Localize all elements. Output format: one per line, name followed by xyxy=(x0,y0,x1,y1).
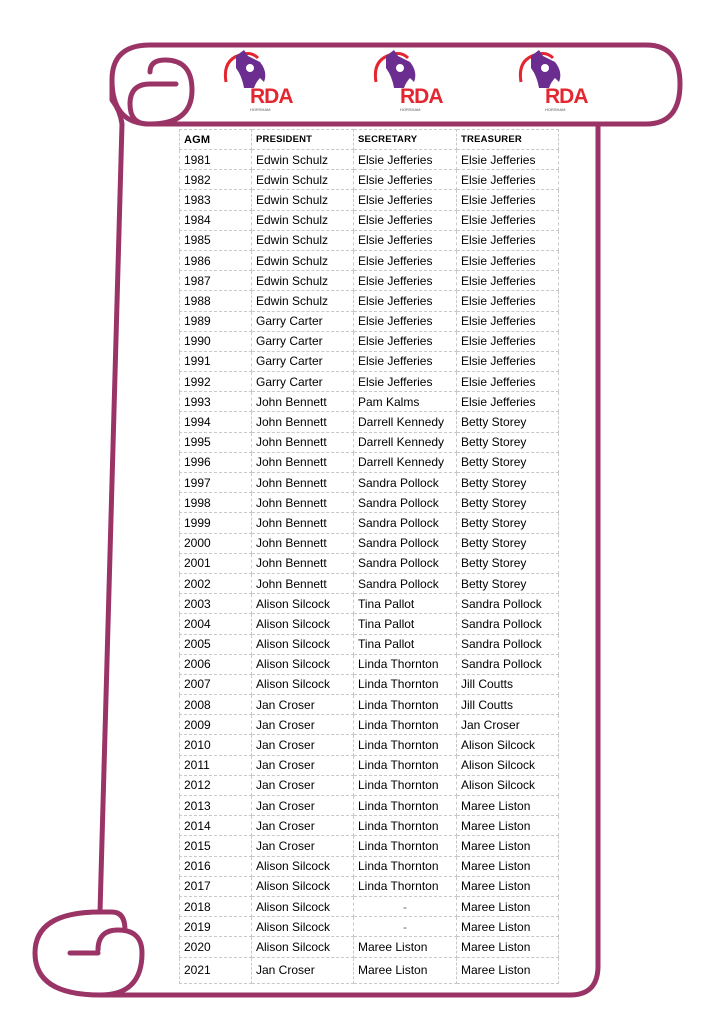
cell-secretary: - xyxy=(354,896,457,916)
cell-secretary: Linda Thornton xyxy=(354,796,457,816)
cell-treasurer: Betty Storey xyxy=(457,473,559,493)
table-row xyxy=(180,573,559,593)
cell-year: 2017 xyxy=(180,876,252,896)
cell-president: John Bennett xyxy=(252,513,354,533)
cell-secretary: Linda Thornton xyxy=(354,674,457,694)
cell-year: 2011 xyxy=(180,755,252,775)
cell-treasurer: Betty Storey xyxy=(457,452,559,472)
cell-secretary: Elsie Jefferies xyxy=(354,372,457,392)
cell-year: 2010 xyxy=(180,735,252,755)
cell-secretary: Maree Liston xyxy=(354,937,457,957)
cell-secretary: Elsie Jefferies xyxy=(354,351,457,371)
cell-secretary: Darrell Kennedy xyxy=(354,432,457,452)
cell-year: 2020 xyxy=(180,937,252,957)
cell-year: 1997 xyxy=(180,473,252,493)
table-row xyxy=(180,856,559,876)
cell-year: 2004 xyxy=(180,614,252,634)
table-row xyxy=(180,614,559,634)
cell-treasurer: Betty Storey xyxy=(457,513,559,533)
table-row xyxy=(180,816,559,836)
cell-treasurer: Elsie Jefferies xyxy=(457,392,559,412)
cell-treasurer: Elsie Jefferies xyxy=(457,291,559,311)
cell-secretary: Linda Thornton xyxy=(354,856,457,876)
cell-president: Alison Silcock xyxy=(252,937,354,957)
table-row xyxy=(180,372,559,392)
cell-year: 1986 xyxy=(180,250,252,270)
table-row xyxy=(180,190,559,210)
cell-secretary: Elsie Jefferies xyxy=(354,291,457,311)
cell-treasurer: Sandra Pollock xyxy=(457,654,559,674)
cell-treasurer: Sandra Pollock xyxy=(457,634,559,654)
cell-year: 2005 xyxy=(180,634,252,654)
cell-treasurer: Maree Liston xyxy=(457,896,559,916)
cell-year: 1981 xyxy=(180,150,252,170)
cell-secretary: Darrell Kennedy xyxy=(354,412,457,432)
cell-treasurer: Elsie Jefferies xyxy=(457,230,559,250)
cell-president: John Bennett xyxy=(252,432,354,452)
table-row xyxy=(180,775,559,795)
cell-secretary: Elsie Jefferies xyxy=(354,210,457,230)
cell-president: Jan Croser xyxy=(252,816,354,836)
header-agm: AGM xyxy=(180,130,252,150)
cell-treasurer: Elsie Jefferies xyxy=(457,331,559,351)
header-president: PRESIDENT xyxy=(252,130,354,150)
cell-treasurer: Maree Liston xyxy=(457,856,559,876)
table-row xyxy=(180,876,559,896)
cell-secretary: Elsie Jefferies xyxy=(354,150,457,170)
table-row xyxy=(180,695,559,715)
cell-year: 1994 xyxy=(180,412,252,432)
logo-subtext: HORSHAM xyxy=(545,107,566,112)
cell-secretary: Linda Thornton xyxy=(354,654,457,674)
cell-treasurer: Alison Silcock xyxy=(457,735,559,755)
cell-treasurer: Maree Liston xyxy=(457,836,559,856)
cell-president: Edwin Schulz xyxy=(252,190,354,210)
cell-year: 1987 xyxy=(180,271,252,291)
cell-secretary: - xyxy=(354,917,457,937)
cell-treasurer: Elsie Jefferies xyxy=(457,190,559,210)
table-row xyxy=(180,634,559,654)
cell-president: Edwin Schulz xyxy=(252,210,354,230)
cell-secretary: Elsie Jefferies xyxy=(354,230,457,250)
cell-year: 1999 xyxy=(180,513,252,533)
cell-president: Alison Silcock xyxy=(252,876,354,896)
header-secretary: SECRETARY xyxy=(354,130,457,150)
cell-year: 2021 xyxy=(180,957,252,983)
cell-secretary: Elsie Jefferies xyxy=(354,250,457,270)
cell-president: Jan Croser xyxy=(252,796,354,816)
cell-year: 2012 xyxy=(180,775,252,795)
cell-secretary: Linda Thornton xyxy=(354,735,457,755)
table-row xyxy=(180,533,559,553)
cell-president: Alison Silcock xyxy=(252,634,354,654)
table-header-row xyxy=(180,130,559,150)
cell-secretary: Sandra Pollock xyxy=(354,493,457,513)
cell-treasurer: Betty Storey xyxy=(457,432,559,452)
table-row xyxy=(180,230,559,250)
cell-year: 1983 xyxy=(180,190,252,210)
table-row xyxy=(180,493,559,513)
cell-year: 1998 xyxy=(180,493,252,513)
cell-treasurer: Maree Liston xyxy=(457,876,559,896)
cell-president: Garry Carter xyxy=(252,372,354,392)
table-row xyxy=(180,170,559,190)
cell-secretary: Pam Kalms xyxy=(354,392,457,412)
cell-treasurer: Elsie Jefferies xyxy=(457,271,559,291)
cell-treasurer: Elsie Jefferies xyxy=(457,311,559,331)
cell-year: 2007 xyxy=(180,674,252,694)
cell-president: John Bennett xyxy=(252,412,354,432)
cell-treasurer: Betty Storey xyxy=(457,573,559,593)
cell-president: Jan Croser xyxy=(252,957,354,983)
cell-year: 2014 xyxy=(180,816,252,836)
cell-treasurer: Betty Storey xyxy=(457,493,559,513)
table-row xyxy=(180,735,559,755)
table-row xyxy=(180,210,559,230)
cell-president: John Bennett xyxy=(252,553,354,573)
cell-year: 1996 xyxy=(180,452,252,472)
cell-year: 1985 xyxy=(180,230,252,250)
cell-treasurer: Elsie Jefferies xyxy=(457,170,559,190)
rda-logo-2 xyxy=(370,48,458,114)
cell-year: 2001 xyxy=(180,553,252,573)
cell-president: John Bennett xyxy=(252,452,354,472)
cell-secretary: Elsie Jefferies xyxy=(354,271,457,291)
cell-treasurer: Alison Silcock xyxy=(457,775,559,795)
cell-treasurer: Betty Storey xyxy=(457,533,559,553)
cell-year: 2002 xyxy=(180,573,252,593)
cell-year: 1982 xyxy=(180,170,252,190)
cell-president: Garry Carter xyxy=(252,331,354,351)
cell-year: 1984 xyxy=(180,210,252,230)
table-row xyxy=(180,412,559,432)
cell-treasurer: Maree Liston xyxy=(457,796,559,816)
cell-treasurer: Maree Liston xyxy=(457,917,559,937)
cell-secretary: Linda Thornton xyxy=(354,715,457,735)
table-body xyxy=(180,150,559,984)
cell-secretary: Sandra Pollock xyxy=(354,473,457,493)
table-row xyxy=(180,392,559,412)
cell-secretary: Linda Thornton xyxy=(354,695,457,715)
logo-subtext: HORSHAM xyxy=(400,107,421,112)
cell-treasurer: Maree Liston xyxy=(457,816,559,836)
cell-secretary: Sandra Pollock xyxy=(354,573,457,593)
table-row xyxy=(180,796,559,816)
cell-secretary: Linda Thornton xyxy=(354,816,457,836)
cell-secretary: Elsie Jefferies xyxy=(354,170,457,190)
table-row xyxy=(180,513,559,533)
cell-president: Edwin Schulz xyxy=(252,150,354,170)
cell-president: Alison Silcock xyxy=(252,917,354,937)
cell-year: 2019 xyxy=(180,917,252,937)
cell-year: 1991 xyxy=(180,351,252,371)
table-row xyxy=(180,351,559,371)
table-row xyxy=(180,432,559,452)
cell-secretary: Linda Thornton xyxy=(354,836,457,856)
cell-treasurer: Betty Storey xyxy=(457,553,559,573)
cell-treasurer: Jill Coutts xyxy=(457,695,559,715)
cell-president: John Bennett xyxy=(252,392,354,412)
cell-president: Edwin Schulz xyxy=(252,230,354,250)
cell-president: Jan Croser xyxy=(252,695,354,715)
cell-president: Edwin Schulz xyxy=(252,291,354,311)
cell-treasurer: Elsie Jefferies xyxy=(457,150,559,170)
cell-year: 1988 xyxy=(180,291,252,311)
logo-subtext: HORSHAM xyxy=(250,107,271,112)
cell-year: 1992 xyxy=(180,372,252,392)
cell-president: John Bennett xyxy=(252,573,354,593)
cell-year: 1990 xyxy=(180,331,252,351)
cell-president: John Bennett xyxy=(252,533,354,553)
cell-year: 2018 xyxy=(180,896,252,916)
cell-president: Alison Silcock xyxy=(252,896,354,916)
cell-president: Edwin Schulz xyxy=(252,170,354,190)
cell-secretary: Elsie Jefferies xyxy=(354,190,457,210)
cell-year: 2006 xyxy=(180,654,252,674)
cell-president: John Bennett xyxy=(252,473,354,493)
cell-treasurer: Maree Liston xyxy=(457,937,559,957)
cell-secretary: Linda Thornton xyxy=(354,876,457,896)
cell-secretary: Darrell Kennedy xyxy=(354,452,457,472)
rda-logo-1 xyxy=(220,48,308,114)
table-row xyxy=(180,331,559,351)
cell-year: 2016 xyxy=(180,856,252,876)
rda-logo-3 xyxy=(515,48,603,114)
table-row xyxy=(180,594,559,614)
table-row xyxy=(180,291,559,311)
table-row xyxy=(180,654,559,674)
cell-president: Edwin Schulz xyxy=(252,250,354,270)
table-row xyxy=(180,896,559,916)
cell-president: Jan Croser xyxy=(252,836,354,856)
cell-secretary: Tina Pallot xyxy=(354,614,457,634)
cell-year: 1989 xyxy=(180,311,252,331)
table-row xyxy=(180,452,559,472)
cell-secretary: Maree Liston xyxy=(354,957,457,983)
cell-treasurer: Maree Liston xyxy=(457,957,559,983)
logo-text: RDA xyxy=(545,85,588,108)
cell-year: 2013 xyxy=(180,796,252,816)
cell-treasurer: Elsie Jefferies xyxy=(457,250,559,270)
cell-year: 2015 xyxy=(180,836,252,856)
table-row xyxy=(180,917,559,937)
cell-president: Edwin Schulz xyxy=(252,271,354,291)
cell-secretary: Elsie Jefferies xyxy=(354,331,457,351)
cell-treasurer: Sandra Pollock xyxy=(457,594,559,614)
table-row xyxy=(180,715,559,735)
table-row xyxy=(180,150,559,170)
cell-secretary: Elsie Jefferies xyxy=(354,311,457,331)
cell-treasurer: Elsie Jefferies xyxy=(457,351,559,371)
cell-treasurer: Alison Silcock xyxy=(457,755,559,775)
cell-president: Jan Croser xyxy=(252,715,354,735)
table-row xyxy=(180,836,559,856)
cell-treasurer: Jan Croser xyxy=(457,715,559,735)
cell-president: Alison Silcock xyxy=(252,674,354,694)
cell-secretary: Tina Pallot xyxy=(354,594,457,614)
table-row xyxy=(180,674,559,694)
cell-secretary: Sandra Pollock xyxy=(354,533,457,553)
cell-treasurer: Jill Coutts xyxy=(457,674,559,694)
logo-text: RDA xyxy=(400,85,443,108)
cell-secretary: Linda Thornton xyxy=(354,775,457,795)
cell-treasurer: Elsie Jefferies xyxy=(457,210,559,230)
cell-secretary: Sandra Pollock xyxy=(354,513,457,533)
office-bearers-table xyxy=(179,129,559,984)
cell-president: Alison Silcock xyxy=(252,614,354,634)
table-row xyxy=(180,250,559,270)
cell-year: 2008 xyxy=(180,695,252,715)
cell-treasurer: Elsie Jefferies xyxy=(457,372,559,392)
cell-president: Jan Croser xyxy=(252,755,354,775)
table-row xyxy=(180,271,559,291)
table-row xyxy=(180,553,559,573)
cell-secretary: Linda Thornton xyxy=(354,755,457,775)
table-row xyxy=(180,957,559,983)
cell-president: Alison Silcock xyxy=(252,654,354,674)
cell-year: 2003 xyxy=(180,594,252,614)
table-row xyxy=(180,937,559,957)
cell-president: John Bennett xyxy=(252,493,354,513)
logo-text: RDA xyxy=(250,85,293,108)
table-row xyxy=(180,311,559,331)
cell-president: Alison Silcock xyxy=(252,856,354,876)
cell-year: 1993 xyxy=(180,392,252,412)
cell-president: Alison Silcock xyxy=(252,594,354,614)
cell-president: Jan Croser xyxy=(252,735,354,755)
cell-secretary: Tina Pallot xyxy=(354,634,457,654)
cell-secretary: Sandra Pollock xyxy=(354,553,457,573)
cell-president: Jan Croser xyxy=(252,775,354,795)
cell-year: 2009 xyxy=(180,715,252,735)
cell-year: 1995 xyxy=(180,432,252,452)
cell-year: 2000 xyxy=(180,533,252,553)
cell-treasurer: Sandra Pollock xyxy=(457,614,559,634)
table-row xyxy=(180,473,559,493)
cell-president: Garry Carter xyxy=(252,311,354,331)
table-row xyxy=(180,755,559,775)
header-treasurer: TREASURER xyxy=(457,130,559,150)
cell-treasurer: Betty Storey xyxy=(457,412,559,432)
cell-president: Garry Carter xyxy=(252,351,354,371)
